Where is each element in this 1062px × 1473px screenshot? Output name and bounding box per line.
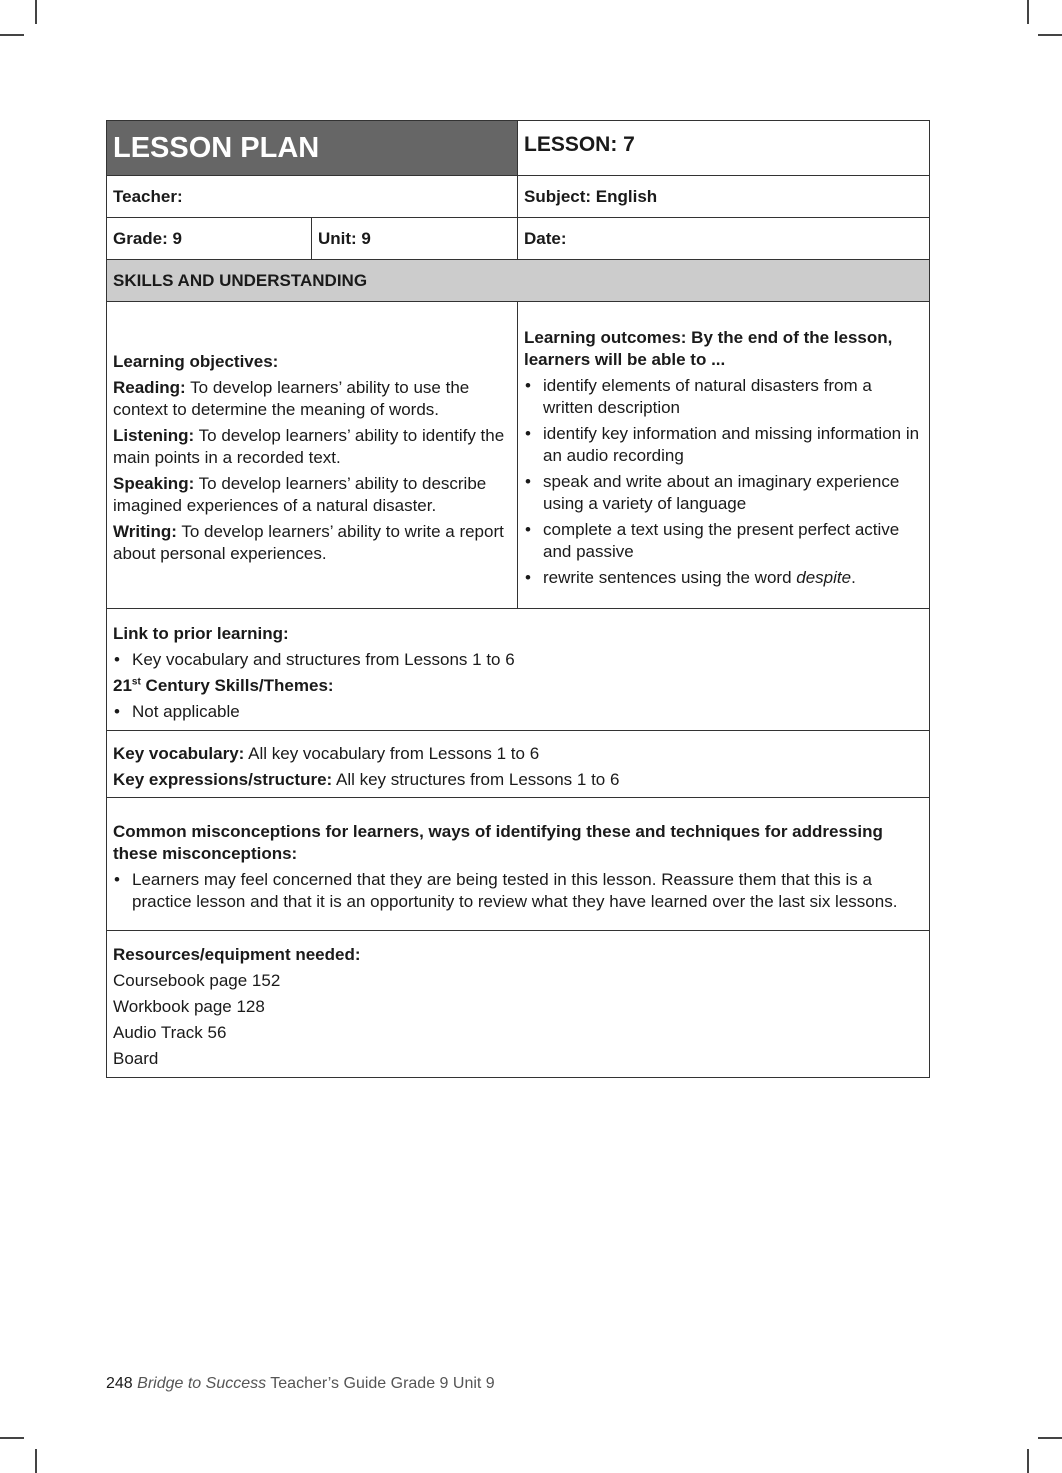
learning-outcomes-heading: Learning outcomes: By the end of the lesson, learners will be able to ... — [524, 328, 893, 369]
misconceptions-heading: Common misconceptions for learners, ways of identifying these and techniques for addressing these misconceptions: — [113, 822, 883, 863]
resources-cell — [107, 931, 930, 1078]
footer-text: Teacher’s Guide Grade 9 Unit 9 — [266, 1375, 495, 1392]
key-expressions-label: Key expressions/structure: — [113, 770, 333, 789]
crop-mark-bottom-left-horizontal — [0, 1437, 24, 1439]
crop-mark-top-right-horizontal — [1038, 34, 1062, 36]
list-item-emphasis: despite — [796, 568, 852, 587]
objective-text: To develop learners’ ability to identify the main points in a recorded text. — [113, 426, 505, 467]
heading-text: 21 — [113, 675, 132, 695]
resources-heading: Resources/equipment needed: — [113, 945, 361, 964]
heading-superscript: st — [131, 675, 141, 687]
objective-listening — [113, 425, 511, 469]
crop-mark-top-right-vertical — [1027, 0, 1029, 24]
objective-text: To develop learners’ ability to describe imagined experiences of a natural disaster. — [113, 474, 487, 515]
crop-mark-bottom-right-horizontal — [1038, 1437, 1062, 1439]
misconceptions-list — [113, 869, 923, 913]
century-skills-heading — [113, 675, 923, 697]
objective-label: Reading: — [113, 378, 186, 397]
key-vocabulary-line — [113, 743, 923, 765]
heading-text: Century Skills/Themes: — [140, 675, 334, 695]
objective-writing — [113, 521, 511, 565]
list-item: • Not applicable — [113, 701, 923, 723]
crop-mark-bottom-right-vertical — [1027, 1449, 1029, 1473]
crop-mark-top-left-vertical — [35, 0, 37, 24]
unit-field: Unit: 9 — [312, 218, 518, 260]
list-item: • identify elements of natural disasters from a written description — [524, 375, 923, 419]
key-vocabulary-cell — [107, 731, 930, 798]
page-number: 248 — [106, 1375, 133, 1392]
learning-objectives-heading: Learning objectives: — [113, 352, 279, 371]
crop-mark-top-left-horizontal — [0, 34, 24, 36]
key-vocabulary-label: Key vocabulary: — [113, 744, 245, 763]
prior-learning-list — [113, 649, 923, 671]
resource-item: Coursebook page 152 — [113, 971, 281, 990]
grade-field: Grade: 9 — [107, 218, 312, 260]
list-item: • complete a text using the present perfect active and passive — [524, 519, 923, 563]
prior-learning-heading: Link to prior learning: — [113, 623, 289, 643]
lesson-number: LESSON: 7 — [518, 121, 930, 176]
subject-field: Subject: English — [518, 176, 930, 218]
objective-label: Writing: — [113, 522, 177, 541]
learning-objectives-cell — [107, 302, 518, 609]
key-expressions-line — [113, 769, 923, 791]
page-footer — [106, 1375, 495, 1393]
resource-item: Audio Track 56 — [113, 1023, 227, 1042]
list-item: • speak and write about an imaginary experience using a variety of language — [524, 471, 923, 515]
date-field: Date: — [518, 218, 930, 260]
century-skills-list — [113, 701, 923, 723]
learning-outcomes-cell — [518, 302, 930, 609]
objective-speaking — [113, 473, 511, 517]
objective-text: To develop learners’ ability to write a report about personal experiences. — [113, 522, 504, 563]
learning-outcomes-list — [524, 375, 923, 589]
teacher-field: Teacher: — [107, 176, 518, 218]
objective-reading — [113, 377, 511, 421]
list-item — [524, 567, 923, 589]
list-item: • Learners may feel concerned that they are being tested in this lesson. Reassure them that this is a practice lesson and that it is an opportunity to review what they have learned over the last six lessons. — [113, 869, 923, 913]
lesson-plan-table — [106, 120, 930, 1078]
list-item-text: rewrite sentences using the word — [543, 568, 797, 587]
key-vocabulary-text: All key vocabulary from Lessons 1 to 6 — [244, 744, 540, 763]
objective-label: Speaking: — [113, 474, 195, 493]
prior-learning-cell — [107, 609, 930, 731]
objective-text: To develop learners’ ability to use the context to determine the meaning of words. — [113, 378, 470, 419]
objective-label: Listening: — [113, 426, 195, 445]
book-title: Bridge to Success — [137, 1375, 267, 1392]
misconceptions-cell — [107, 798, 930, 931]
lesson-plan-title: LESSON PLAN — [107, 121, 518, 176]
crop-mark-bottom-left-vertical — [35, 1449, 37, 1473]
list-item: • Key vocabulary and structures from Lessons 1 to 6 — [113, 649, 923, 671]
list-item: • identify key information and missing information in an audio recording — [524, 423, 923, 467]
resource-item: Workbook page 128 — [113, 997, 265, 1016]
skills-section-heading: SKILLS AND UNDERSTANDING — [107, 260, 930, 302]
resource-item: Board — [113, 1049, 159, 1068]
key-expressions-text: All key structures from Lessons 1 to 6 — [332, 770, 620, 789]
list-item-text: . — [851, 568, 856, 587]
